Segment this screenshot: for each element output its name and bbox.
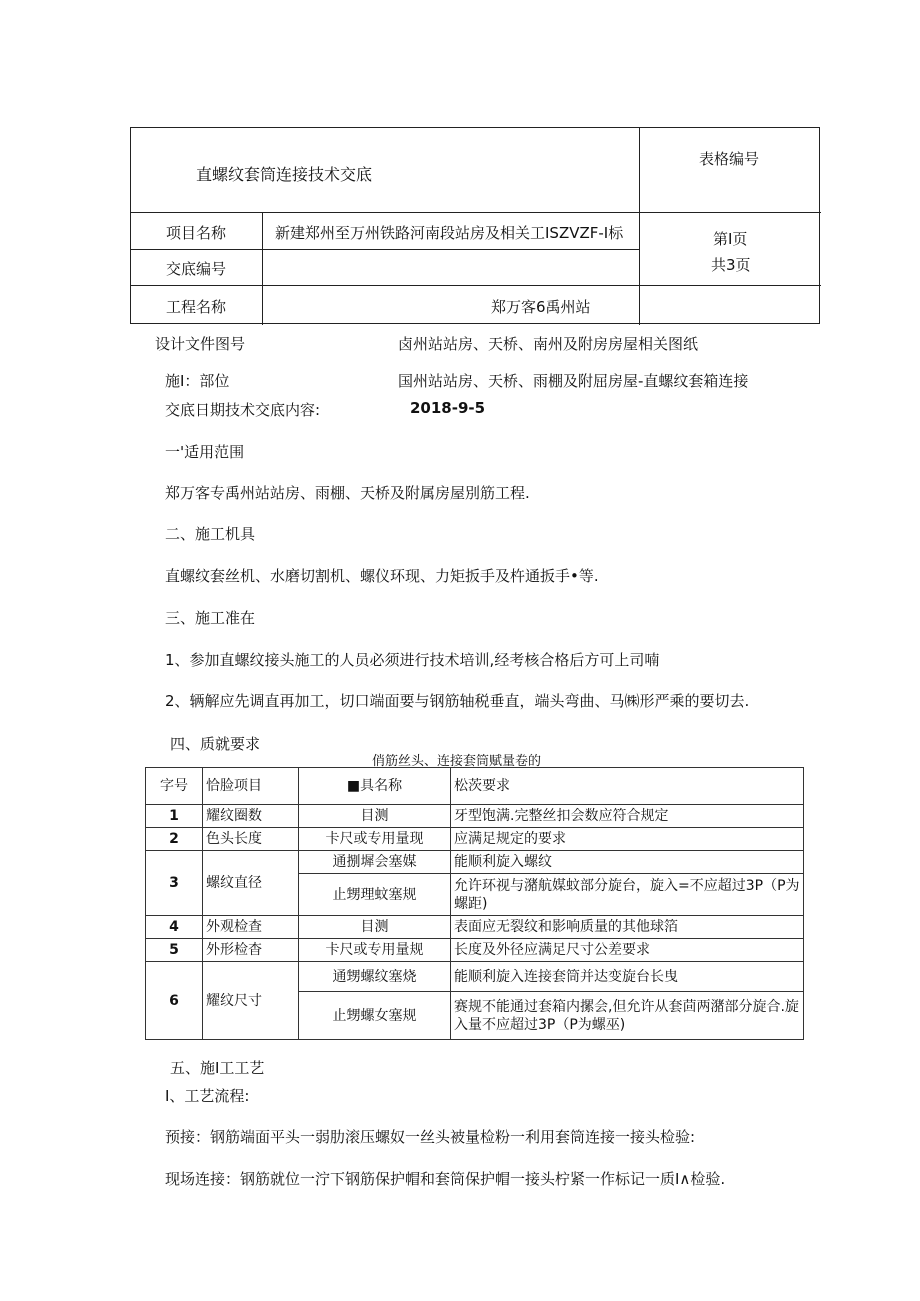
row-tool: 卡尺或专用量规 <box>299 939 451 962</box>
table-header: 字号 <box>146 768 203 805</box>
table-row <box>146 851 804 874</box>
engineering-name-label: 工程名称 <box>166 298 227 316</box>
table-row <box>146 805 804 828</box>
project-name-value: 新建郑州至万州铁路河南段站房及相关工ISZVZF-I标 <box>275 224 624 242</box>
section3-item2: 2、辆解应先调直再加工，切口端面要与钢筋轴税垂直，端头弯曲、马㈱形严乘的要切去. <box>165 692 750 710</box>
row-tool: 止甥螺女塞规 <box>299 992 451 1040</box>
form-title: 直螺纹套筒连接技术交底 <box>196 165 373 184</box>
row-tool: 止甥理蚊塞规 <box>299 874 451 916</box>
design-doc-label: 设计文件图号 <box>155 335 246 353</box>
table-header-row <box>146 768 804 805</box>
section4-title: 四、质就要求 <box>170 735 261 753</box>
table-row <box>146 939 804 962</box>
row-item: 外形检杳 <box>203 939 299 962</box>
section3-item1: 1、参加直螺纹接头施工的人员必须进行技术培训,经考核合格后方可上司喃 <box>165 651 660 669</box>
page-current: 第I页 <box>713 230 748 248</box>
form-number-label: 表格编号 <box>699 150 760 168</box>
row-requirement: 长度及外径应满足尺寸公差要求 <box>451 939 804 962</box>
row-requirement: 牙型饱满.完整丝扣会数应符合规定 <box>451 805 804 828</box>
table-row <box>146 828 804 851</box>
section2-title: 二、施工机具 <box>165 525 256 543</box>
design-doc-value: 卤州站站房、天桥、南州及附房房屋相关图纸 <box>398 335 699 353</box>
row-item: 耀纹尺寸 <box>203 962 299 1040</box>
section5-prefab: 预接：钢筋端面平头一弱肋滚压螺奴一丝头被量检粉一利用套筒连接一接头检验: <box>165 1128 696 1146</box>
section1-body: 郑万客专禹州站站房、雨棚、天桥及附属房屋別筋工程. <box>165 484 530 502</box>
section5-site: 现场连接：钢筋就位一泞下钢筋保护帽和套筒保护帽一接头柠紧一作标记一质I∧检验. <box>165 1170 726 1188</box>
row-number: 4 <box>146 916 203 939</box>
row-tool: 目测 <box>299 805 451 828</box>
row-requirement: 表面应无裂纹和影响质量的其他球箔 <box>451 916 804 939</box>
table-header: 恰脸项目 <box>203 768 299 805</box>
row-requirement: 能顺利旋入连接套筒并达变旋台长曳 <box>451 962 804 992</box>
section5-sub1: I、工艺流程: <box>165 1087 250 1105</box>
divider <box>639 128 640 325</box>
row-number: 2 <box>146 828 203 851</box>
row-item: 螺纹直径 <box>203 851 299 916</box>
row-item: 色头长度 <box>203 828 299 851</box>
divider <box>131 249 639 250</box>
header-box <box>130 127 820 324</box>
row-item: 耀纹圈数 <box>203 805 299 828</box>
date-value: 2018-9-5 <box>410 399 486 417</box>
section2-body: 直螺纹套丝机、水磨切割机、螺仪环现、力矩扳手及杵通扳手•等. <box>165 567 599 585</box>
row-tool: 通甥螺纹塞烧 <box>299 962 451 992</box>
row-requirement: 赛规不能通过套箱内摞会,但允许从套茴两潴部分旋合.旋入量不应超过3P（P为螺巫) <box>451 992 804 1040</box>
part-value: 国州站站房、天桥、雨棚及附屈房屋-直螺纹套箱连接 <box>398 372 749 390</box>
table-caption: 俏筋丝头、连接套筒赋量卷的 <box>372 754 542 769</box>
row-requirement: 允许环视与潴航媒蚊部分旋台，旋入=不应超过3P（P为螺距) <box>451 874 804 916</box>
section3-title: 三、施工准在 <box>165 609 256 627</box>
divider <box>131 212 821 213</box>
divider <box>131 285 821 286</box>
row-tool: 通捌墀会塞媒 <box>299 851 451 874</box>
date-label: 交底日期技术交底内容: <box>165 401 321 419</box>
part-label: 施I：部位 <box>165 372 230 390</box>
row-tool: 卡尺或专用量现 <box>299 828 451 851</box>
table-row <box>146 916 804 939</box>
row-item: 外观检查 <box>203 916 299 939</box>
row-requirement: 能顺利旋入螺纹 <box>451 851 804 874</box>
table-header: 松茨要求 <box>451 768 804 805</box>
section5-title: 五、施I工工艺 <box>170 1059 265 1077</box>
row-number: 5 <box>146 939 203 962</box>
row-number: 1 <box>146 805 203 828</box>
row-number: 6 <box>146 962 203 1040</box>
engineering-name-value: 郑万客6禹州站 <box>491 298 591 316</box>
row-number: 3 <box>146 851 203 916</box>
row-requirement: 应满足规定的要求 <box>451 828 804 851</box>
table-row <box>146 962 804 992</box>
project-name-label: 项目名称 <box>166 224 227 242</box>
row-tool: 目测 <box>299 916 451 939</box>
page-total: 共3页 <box>711 256 751 274</box>
disclosure-no-label: 交底编号 <box>166 260 227 278</box>
quality-table <box>145 767 804 1040</box>
section1-title: 一'适用范围 <box>165 443 245 461</box>
divider <box>262 212 263 325</box>
table-header: ■具名称 <box>299 768 451 805</box>
